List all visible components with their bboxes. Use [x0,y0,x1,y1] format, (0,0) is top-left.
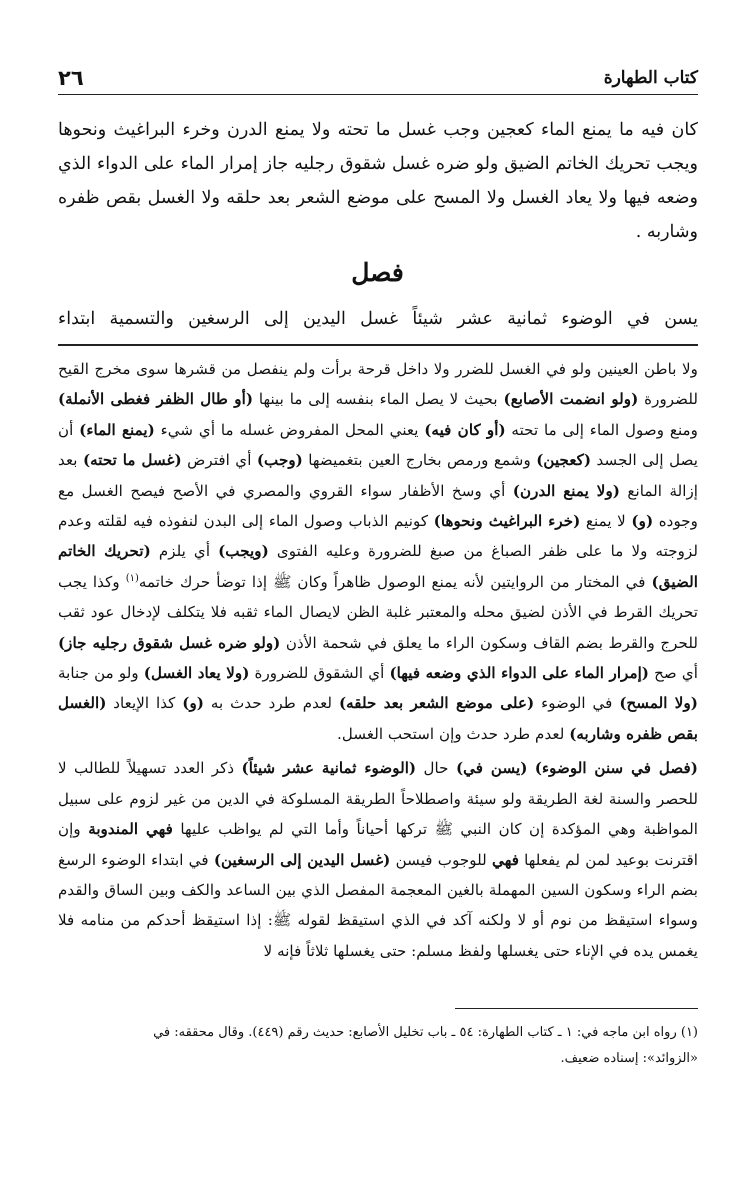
commentary-text-run: ولو من جنابة [58,664,144,683]
running-title: كتاب الطهارة [603,68,698,88]
commentary-text-run: أي الشقوق للضرورة [249,664,390,683]
quoted-matn-text: (كعجين) [536,451,592,470]
commentary-text-run: لعدم طرد حدث وإن استحب الغسل. [337,724,570,743]
commentary-text-run: في الوضوء [534,694,620,713]
matn-text [58,113,698,249]
matn-paragraph: كان فيه ما يمنع الماء كعجين وجب غسل ما تحته ولا يمنع الدرن وخرء البراغيث ونحوها ويجب تحريك الخاتم الضيق ولو ضره غسل شقوق رجليه جاز إمرار الماء على الدواء الذي وضعه فيها ولا يعاد الغسل ولا المسح على موضع الشعر بعد حلقه ولا الغسل بقص ظفره وشاربه . [58,120,698,242]
commentary-text-run: حال [416,759,456,778]
quoted-matn-text: (و) [631,512,654,531]
commentary-text-run: كونيم الذباب وصول الماء إلى البدن لنفوذه فيه لقلته وعدم لزوجته ولا ما على ظفر الصباغ من صبغ للضرورة وعليه الفتوى [58,512,698,561]
commentary-text-run: أي يلزم [150,542,219,561]
quoted-matn-text: (ولو انضمت الأصابع) [503,390,639,409]
commentary-text-run: كذا الإيعاد [106,694,183,713]
quoted-matn-text: (أو طال الظفر فغطى الأنملة) [58,390,253,409]
quoted-matn-text: فهي [492,850,519,869]
page-number: ٢٦ [58,66,84,90]
commentary-text-run: ومنع وصول الماء إلى ما تحته [505,420,698,439]
quoted-matn-text: (على موضع الشعر بعد حلقه) [338,694,535,713]
commentary-text-run: وكذا يجب تحريك القرط في الأذن لضيق محله والمعتبر غلبة الظن لايصال الماء ثقبه فلا يتكلف لإدخال عود ثقب للحرج والقرط بضم القاف وسكون الراء ما يعلق في شحمة الأذن [58,572,698,652]
page-header [58,66,698,95]
commentary-text-run: بحيث لا يصل الماء بنفسه إلى ما بينها [253,390,504,409]
commentary-text-run: بعد إزالة المانع [58,451,698,500]
commentary-text-run: ولا باطن العينين ولو في الغسل للضرر ولا داخل قرحة برأت ولم ينفصل من قشرها سوى مخرج القيح للضرورة [58,360,698,409]
commentary-text-run: أي صح [648,664,698,683]
footnote [58,1020,698,1072]
quoted-matn-text: (ولا يعاد الغسل) [143,664,250,683]
quoted-matn-text: (ويجب) [218,542,269,561]
commentary-paragraph-2 [58,753,698,966]
commentary-paragraph-1 [58,354,698,749]
commentary-text-run: يعني المحل المفروض غسله ما أي شيء [154,420,425,439]
footnote-line-2: «الزوائد»: إسناده ضعيف. [560,1051,698,1066]
commentary-text-run: لعدم طرد حدث به [204,694,339,713]
commentary-text-run: للوجوب فيسن [390,850,493,869]
commentary-text-run [527,759,534,777]
quoted-matn-text: (و) [182,694,204,713]
commentary-text-run: لا يمنع [580,512,632,531]
section-heading: فصل [351,258,404,287]
quoted-matn-text: (إمرار الماء على الدواء الذي وضعه فيها) [389,664,649,683]
quoted-matn-text: (غسل ما تحته) [82,451,182,470]
commentary-text-run: وإن اقترنت بوعيد لمن لم يفعلها [58,820,698,869]
commentary-text-run: في المختار من الروايتين لأنه يمنع الوصول ظاهراً وكان ﷺ إذا توضأ حرك خاتمه [138,572,652,591]
quoted-matn-text: (خرء البراغيث ونحوها) [433,512,581,531]
footnote-reference: (١) [125,572,139,584]
quoted-matn-text: (فصل في سنن الوضوء) [534,759,698,778]
matn-separator-rule [58,344,698,346]
quoted-matn-text: (يمنع الماء) [79,420,155,439]
commentary-text [58,354,698,966]
section-first-line: يسن في الوضوء ثمانية عشر شيئاً غسل اليدين إلى الرسغين والتسمية ابتداء [58,309,698,329]
quoted-matn-text: (ولا يمنع الدرن) [512,481,620,500]
quoted-matn-text: (الوضوء ثمانية عشر شيئاً) [241,759,417,778]
quoted-matn-text: (وجب) [256,451,303,470]
quoted-matn-text: (يسن في) [455,759,528,778]
commentary-text-run: في ابتداء الوضوء الرسغ بضم الراء وسكون السين المهملة بالغين المعجمة المفصل الذي بين الساعد والكف وبين الساق والقدم وسواء استيقظ من نوم أو لا ولكنه آكد في الذي استيقظ لقوله ﷺ: إذا استيقظ أحدكم من منامه فلا يغمس يده في الإناء حتى يغسلها ولفظ مسلم: حتى يغسلها ثلاثاً فإنه لا [58,850,698,960]
quoted-matn-text: (الغسل بقص ظفره وشاربه) [58,694,698,743]
commentary-text-run: أي افترض [181,451,257,470]
quoted-matn-text: (ولا المسح) [619,694,698,713]
footnote-separator-rule [455,1008,698,1009]
commentary-text-run: أي وسخ الأظفار سواء القروي والمصري في الأصح فيصح الغسل مع وجوده [58,481,699,531]
commentary-text-run: وشمع ورمص بخارج العين بتغميضها [302,451,537,470]
quoted-matn-text: (أو كان فيه) [424,420,506,439]
quoted-matn-text: (غسل اليدين إلى الرسغين) [213,850,391,869]
footnote-line-1: (١) رواه ابن ماجه في: ١ ـ كتاب الطهارة: ٥٤ ـ باب تخليل الأصابع: حديث رقم (٤٤٩). وقال محققه: في [153,1025,698,1040]
quoted-matn-text: (ولو ضره غسل شقوق رجليه جاز) [58,633,281,652]
quoted-matn-text: فهي المندوبة [88,820,173,839]
commentary-text-run: ذكر العدد تسهيلاً للطالب لا للحصر والسنة لغة الطريقة ولو سيئة واصطلاحاً الطريقة المسلوكة في الدين من غير لزوم على سبيل المواظبة وهي المؤكدة إن كان النبي ﷺ تركها أحياناً وأما التي لم يواظب عليها [58,759,698,839]
quoted-matn-text: (تحريك الخاتم الضيق) [58,542,698,591]
commentary-text-run: أن يصل إلى الجسد [58,420,698,470]
